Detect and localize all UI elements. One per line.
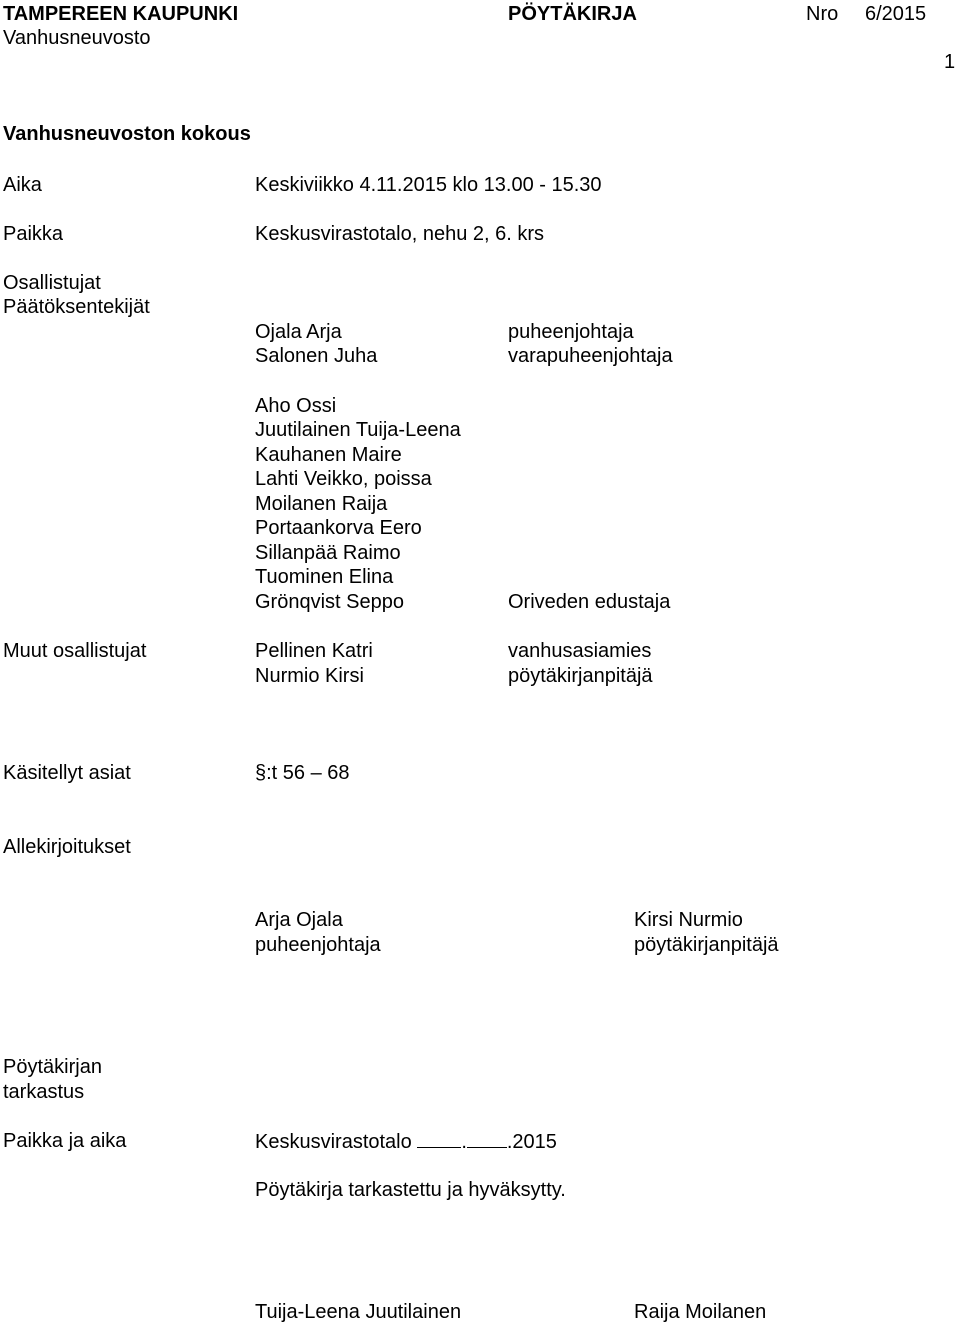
participant-name: Ojala Arja [255,321,342,343]
review-place-date [255,1129,557,1154]
day-blank [417,1129,461,1148]
member-name: Aho Ossi [255,395,337,417]
other-participant-role: pöytäkirjanpitäjä [508,665,653,687]
other-participant-role: vanhusasiamies [508,640,652,662]
participant-role: puheenjohtaja [508,321,634,343]
member-role: Oriveden edustaja [508,591,671,613]
signer-name: Kirsi Nurmio [634,909,743,931]
other-participants-label: Muut osallistujat [3,640,147,662]
signatures-label: Allekirjoitukset [3,836,131,858]
member-name: Grönqvist Seppo [255,591,404,613]
participants-label: Osallistujat [3,272,101,294]
handled-items-value: §:t 56 – 68 [255,762,350,784]
signer-role: puheenjohtaja [255,934,381,956]
member-name: Sillanpää Raimo [255,542,401,564]
council-name: Vanhusneuvosto [3,27,151,49]
page-number: 1 [944,51,956,73]
other-participant-name: Nurmio Kirsi [255,665,364,687]
review-year: .2015 [506,1131,557,1153]
member-name: Kauhanen Maire [255,444,402,466]
time-value: Keskiviikko 4.11.2015 klo 13.00 - 15.30 [255,174,602,196]
handled-items-label: Käsitellyt asiat [3,762,131,784]
review-label: Pöytäkirjan [3,1056,102,1078]
time-label: Aika [3,174,42,196]
review-label-cont: tarkastus [3,1081,85,1103]
review-statement: Pöytäkirja tarkastettu ja hyväksytty. [255,1179,566,1201]
member-name: Moilanen Raija [255,493,388,515]
place-value: Keskusvirastotalo, nehu 2, 6. krs [255,223,545,245]
nro-value: 6/2015 [865,3,927,25]
meeting-title: Vanhusneuvoston kokous [3,123,251,145]
participant-role: varapuheenjohtaja [508,345,673,367]
city-name: TAMPEREEN KAUPUNKI [3,3,239,25]
decision-makers-label: Päätöksentekijät [3,296,150,318]
member-name: Juutilainen Tuija-Leena [255,419,461,441]
review-place-label: Paikka ja aika [3,1130,127,1152]
signer-name: Arja Ojala [255,909,343,931]
month-blank [467,1129,507,1148]
document-type: PÖYTÄKIRJA [508,3,637,25]
reviewer-name: Tuija-Leena Juutilainen [255,1301,462,1323]
signer-role: pöytäkirjanpitäjä [634,934,779,956]
nro-label: Nro [806,3,839,25]
review-place-value: Keskusvirastotalo [255,1131,412,1153]
participant-name: Salonen Juha [255,345,378,367]
place-label: Paikka [3,223,64,245]
date-separator: . [461,1131,467,1153]
reviewer-name: Raija Moilanen [634,1301,767,1323]
member-name: Portaankorva Eero [255,517,422,539]
other-participant-name: Pellinen Katri [255,640,373,662]
member-name: Lahti Veikko, poissa [255,468,432,490]
member-name: Tuominen Elina [255,566,394,588]
